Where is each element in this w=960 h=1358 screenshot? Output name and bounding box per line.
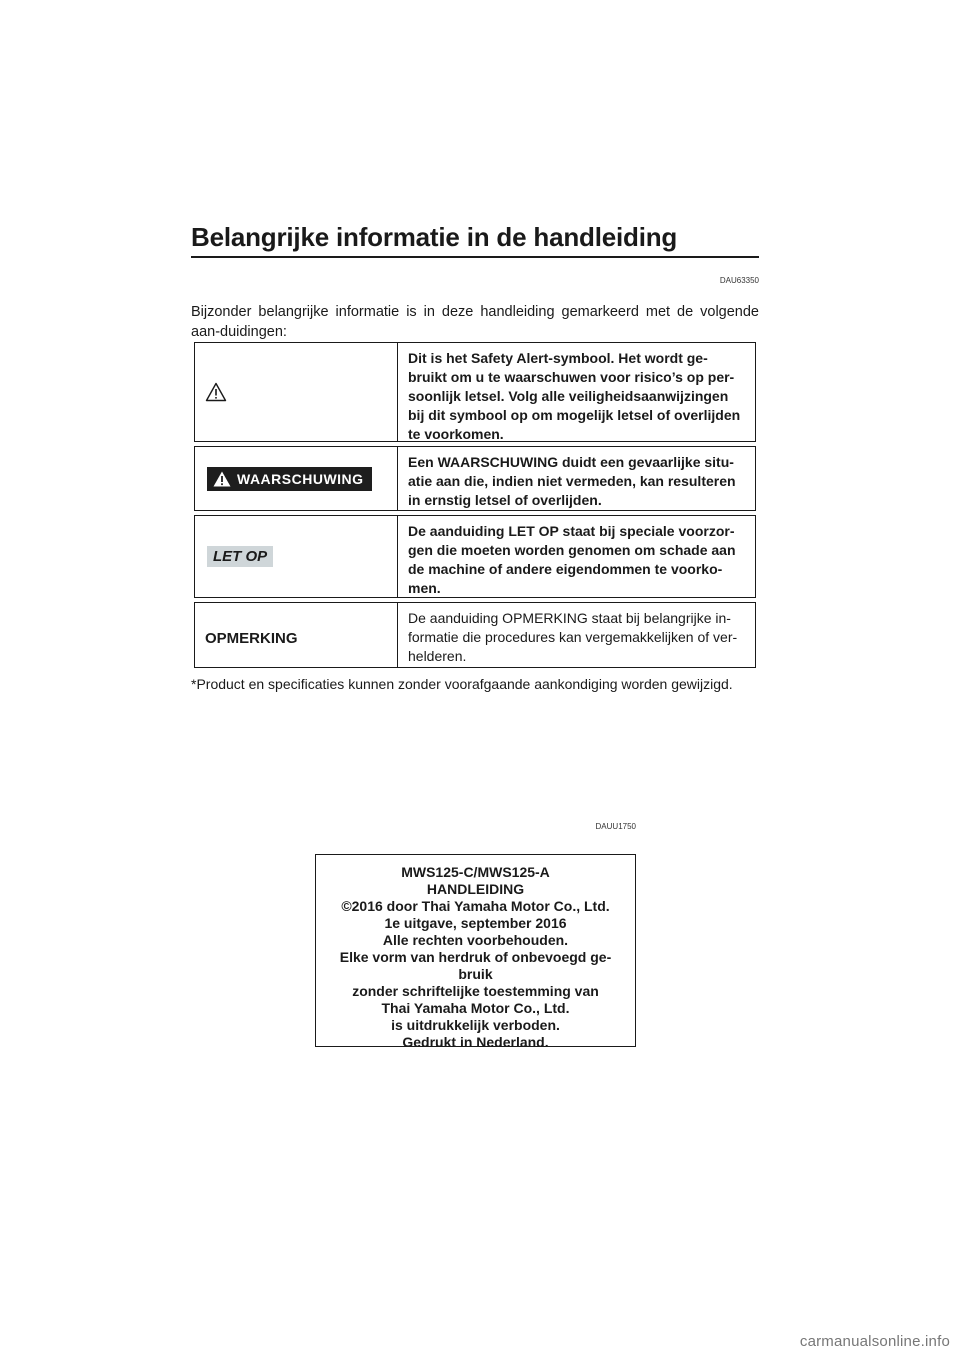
notice-description: De aanduiding LET OP staat bij speciale voorzor-gen die moeten worden genomen om schade aan de machine of andere eigendommen te voorko-men.: [408, 523, 736, 596]
colophon-box: [315, 854, 636, 1050]
warning-triangle-icon: [213, 471, 237, 487]
warning-description: Een WAARSCHUWING duidt een gevaarlijke situ-atie aan die, indien niet vermeden, kan resulteren in ernstig letsel of overlijden.: [408, 454, 736, 508]
tip-row: [194, 602, 756, 668]
tip-description: De aanduiding OPMERKING staat bij belangrijke in-formatie die procedures kan vergemakkelijken of ver-helderen.: [408, 610, 738, 664]
safety-alert-description: Dit is het Safety Alert-symbool. Het wordt ge-bruikt om u te waarschuwen voor risico’s op per-soonlijk letsel. Volg alle veiligheidsaanwijzingen bij dit symbool op om mogelijk letsel of overlijden te voorkomen.: [408, 350, 741, 442]
colophon-line: bruik: [458, 966, 493, 982]
warning-label: WAARSCHUWING: [237, 470, 364, 487]
notice-row: [194, 515, 756, 598]
notice-cell: [195, 516, 398, 597]
safety-alert-row: [194, 342, 756, 442]
warning-row: [194, 446, 756, 511]
colophon-line: is uitdrukkelijk verboden.: [391, 1017, 560, 1033]
colophon-line: Elke vorm van herdruk of onbevoegd ge-: [339, 949, 612, 965]
safety-alert-cell: [195, 343, 398, 441]
intro-paragraph: Bijzonder belangrijke informatie is in deze handleiding gemarkeerd met de volgende aan-duidingen:: [191, 304, 759, 340]
colophon-line: zonder schriftelijke toestemming van: [352, 983, 599, 999]
section-code: DAU63350: [719, 276, 759, 285]
watermark: carmanualsonline.info: [799, 1333, 950, 1350]
warning-cell: [195, 447, 398, 510]
colophon-line: MWS125-C/MWS125-A: [401, 864, 550, 880]
page-title: Belangrijke informatie in de handleiding: [191, 222, 759, 258]
safety-alert-icon: [205, 382, 227, 407]
colophon-line: Gedrukt in Nederland.: [402, 1034, 549, 1050]
colophon-code: DAUU1750: [595, 822, 636, 831]
colophon-line: Alle rechten voorbehouden.: [382, 932, 569, 948]
tip-label: OPMERKING: [205, 629, 298, 647]
colophon-line: Thai Yamaha Motor Co., Ltd.: [381, 1000, 570, 1016]
footnote: *Product en specificaties kunnen zonder voorafgaande aankondiging worden gewijzigd.: [191, 676, 733, 692]
warning-badge: [207, 467, 372, 491]
colophon-line: HANDLEIDING: [426, 881, 525, 897]
tip-cell: [195, 603, 398, 667]
colophon-line: 1e uitgave, september 2016: [384, 915, 567, 931]
notice-badge: LET OP: [207, 546, 273, 567]
colophon-line: ©2016 door Thai Yamaha Motor Co., Ltd.: [341, 898, 610, 914]
